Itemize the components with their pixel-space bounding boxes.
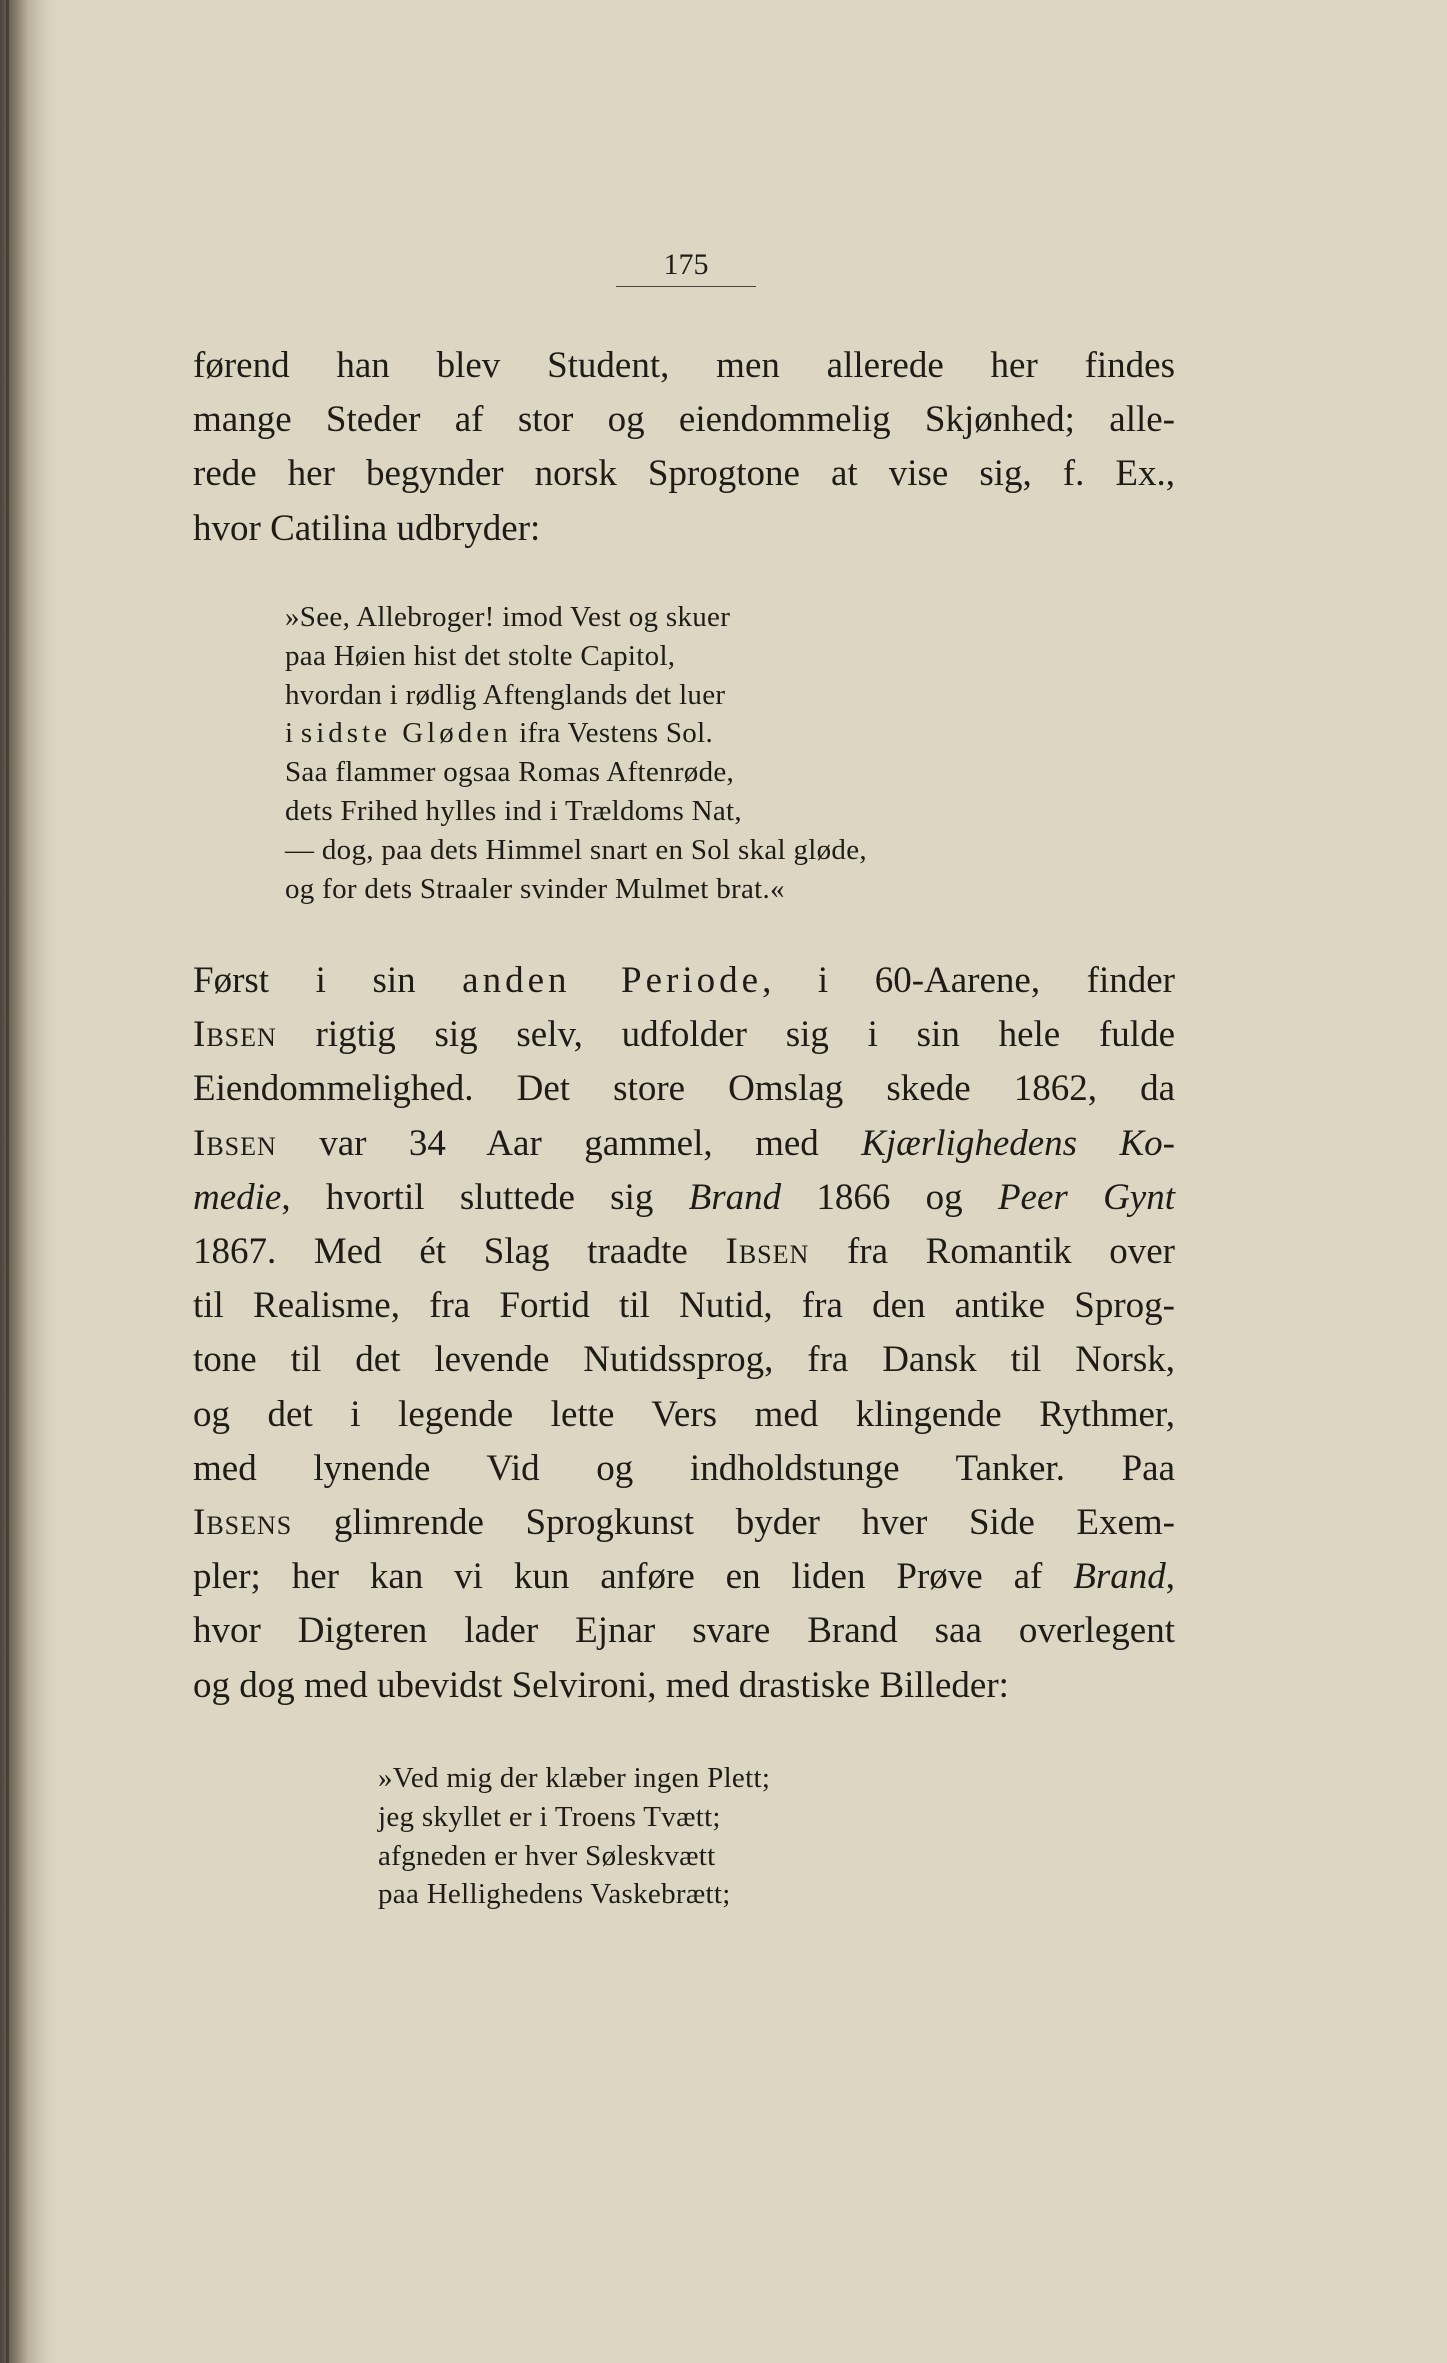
text-run: glimrende Sprogkunst byder hver Side Exem- [292,1502,1175,1544]
verse-1-line-5: Saa flammer ogsaa Romas Aftenrøde, [285,756,735,789]
verse-1-line-4-prefix: i [285,717,301,750]
verse-1-line-6: dets Frihed hylles ind i Trældoms Nat, [285,794,742,827]
verse-quote-catilina [285,598,867,908]
text-run: Først i sin [193,960,463,1001]
paragraph-2-line-13: hvor Digteren lader Ejnar svare Brand saa overlegent [193,1610,1175,1652]
text-run: 1866 og [781,1176,998,1218]
work-title-italic: medie [193,1176,282,1218]
paragraph-2-line-5 [193,1171,1175,1225]
work-title-italic: Brand [1073,1556,1166,1598]
paragraph-2 [193,954,1175,1713]
paragraph-2-line-14: og dog med ubevidst Selvironi, med drastiske Billeder: [193,1664,1009,1706]
text-run: fra Romantik over [809,1231,1176,1273]
scan-page-edge [0,0,58,2363]
verse-1-line-3: hvordan i rødlig Aftenglands det luer [285,678,726,711]
verse-1-line-8: og for dets Straaler svinder Mulmet brat.« [285,872,785,905]
author-name-smallcaps: Ibsens [193,1502,293,1544]
verse-2-line-3: afgneden er hver Søleskvætt [378,1839,716,1872]
verse-1-line-4-suffix: ifra Vestens Sol. [511,717,714,750]
paragraph-1-line-1: førend han blev Student, men allerede her findes [193,345,1175,386]
paragraph-2-line-9: og det i legende lette Vers med klingende Rythmer, [193,1393,1175,1435]
paragraph-2-line-8: tone til det levende Nutidssprog, fra Dansk til Norsk, [193,1339,1175,1381]
text-run: var 34 Aar gammel, med [276,1122,862,1164]
text-run: 1867. Med ét Slag traadte [193,1231,726,1273]
paragraph-1 [193,339,1175,556]
paragraph-2-line-10: med lynende Vid og indholdstunge Tanker. Paa [193,1447,1175,1489]
verse-quote-brand [378,1759,770,1914]
author-name-smallcaps: Ibsen [193,1014,277,1056]
spaced-emphasis: anden Periode [462,960,763,1001]
paragraph-2-line-3: Eiendommelighed. Det store Omslag skede 1862, da [193,1068,1175,1110]
verse-2-line-2: jeg skyllet er i Troens Tvætt; [378,1800,721,1833]
verse-1-line-2: paa Høien hist det stolte Capitol, [285,639,676,672]
author-name-smallcaps: Ibsen [725,1231,810,1273]
text-run: , [1165,1556,1175,1598]
text-run: pler; her kan vi kun anføre en liden Prøve af [193,1556,1074,1598]
verse-1-line-1: »See, Allebroger! imod Vest og skuer [285,601,731,633]
paragraph-2-line-11 [193,1496,1175,1550]
verse-2-line-4: paa Hellighedens Vaskebrætt; [378,1878,731,1911]
work-title-italic: Kjærlighedens Ko- [861,1122,1175,1164]
work-title-italic: Peer Gynt [997,1176,1175,1218]
author-name-smallcaps: Ibsen [193,1122,277,1164]
verse-1-line-4 [285,714,867,753]
page-number: 175 [616,248,756,287]
paragraph-1-line-3: rede her begynder norsk Sprogtone at vise sig, f. Ex., [193,453,1175,495]
paragraph-2-line-2 [193,1008,1175,1062]
work-title-italic: Brand [688,1176,782,1218]
verse-1-line-7: — dog, paa dets Himmel snart en Sol skal gløde, [285,833,867,866]
text-run: rigtig sig selv, udfolder sig i sin hele fulde [276,1014,1175,1056]
text-run: , hvortil sluttede sig [281,1176,689,1218]
paragraph-2-line-7: til Realisme, fra Fortid til Nutid, fra den antike Sprog- [193,1285,1175,1327]
paragraph-1-line-4: hvor Catilina udbryder: [193,507,541,549]
paragraph-2-line-12 [193,1550,1175,1604]
text-run: , i 60-Aarene, finder [762,960,1175,1001]
paragraph-2-line-4 [193,1117,1175,1171]
paragraph-1-line-2: mange Steder af stor og eiendommelig Skjønhed; alle- [193,399,1175,441]
paragraph-2-line-1 [193,954,1175,1008]
paragraph-2-line-6 [193,1225,1175,1279]
verse-2-line-1: »Ved mig der klæber ingen Plett; [378,1762,771,1794]
verse-1-spaced-emphasis: sidste Gløden [300,717,512,750]
